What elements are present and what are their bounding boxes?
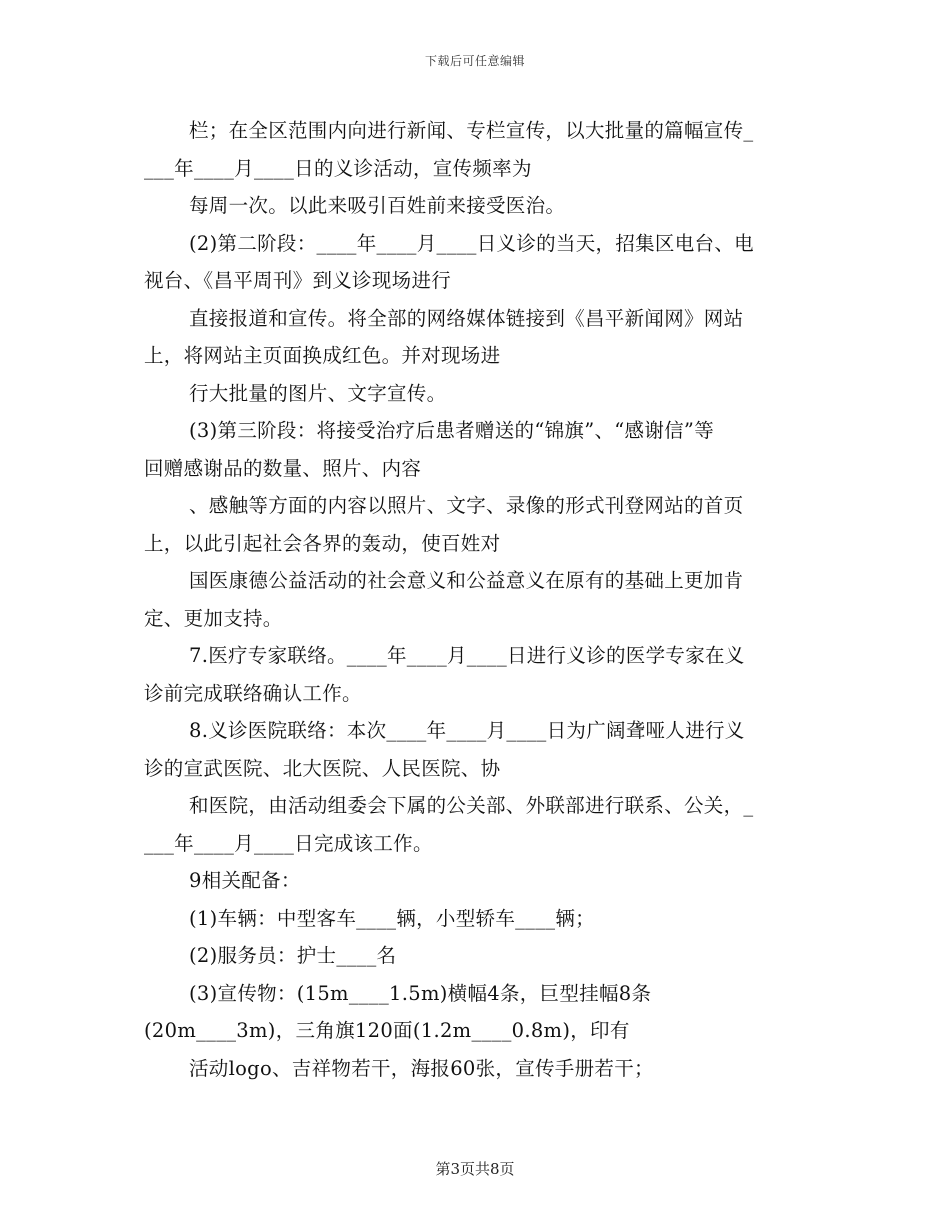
body-line: 每周一次。以此来吸引百姓前来接受医治。 bbox=[189, 194, 566, 217]
body-line: 9相关配备： bbox=[189, 869, 301, 892]
body-line: (1)车辆：中型客车____辆，小型轿车____辆； bbox=[189, 906, 595, 930]
page-number: 第3页共8页 bbox=[435, 1160, 515, 1178]
body-line: (2)服务员：护士____名 bbox=[189, 944, 397, 967]
body-line: 活动logo、吉祥物若干，海报60张，宣传手册若干； bbox=[189, 1056, 654, 1080]
body-line: 栏；在全区范围内向进行新闻、专栏宣传，以大批量的篇幅宣传_ bbox=[189, 119, 754, 142]
body-line: 行大批量的图片、文字宣传。 bbox=[189, 381, 447, 405]
body-line: (2)第二阶段：____年____月____日义诊的当天，招集区电台、电 bbox=[189, 231, 754, 255]
body-line: (3)第三阶段：将接受治疗后患者赠送的“锦旗”、“感谢信”等 bbox=[189, 419, 714, 442]
body-line: ___年____月____日的义诊活动，宣传频率为 bbox=[144, 156, 532, 180]
body-line: 7.医疗专家联络。____年____月____日进行义诊的医学专家在义 bbox=[189, 644, 745, 667]
body-line: ___年____月____日完成该工作。 bbox=[144, 831, 433, 855]
body-line: 视台、《昌平周刊》到义诊现场进行 bbox=[144, 269, 452, 292]
document-body bbox=[144, 112, 809, 1087]
body-line: 8.义诊医院联络：本次____年____月____日为广阔聋哑人进行义 bbox=[189, 719, 745, 742]
body-line: 上，以此引起社会各界的轰动，使百姓对 bbox=[144, 531, 501, 555]
body-line: 定、更加支持。 bbox=[144, 606, 283, 630]
body-line: 和医院，由活动组委会下属的公关部、外联部进行联系、公关，_ bbox=[189, 794, 754, 817]
body-line: 、感触等方面的内容以照片、文字、录像的形式刊登网站的首页 bbox=[189, 494, 744, 517]
body-line: (20m____3m)，三角旗120面(1.2m____0.8m)，印有 bbox=[144, 1019, 630, 1042]
body-line: 诊的宣武医院、北大医院、人民医院、协 bbox=[144, 756, 501, 780]
body-line: 回赠感谢品的数量、照片、内容 bbox=[144, 456, 422, 480]
body-line: 诊前完成联络确认工作。 bbox=[144, 681, 362, 705]
body-line: 直接报道和宣传。将全部的网络媒体链接到《昌平新闻网》网站 bbox=[189, 306, 744, 330]
body-line: (3)宣传物：(15m____1.5m)横幅4条，巨型挂幅8条 bbox=[189, 981, 652, 1005]
body-line: 国医康德公益活动的社会意义和公益意义在原有的基础上更加肯 bbox=[189, 569, 744, 592]
page-header: 下载后可任意编辑 bbox=[424, 54, 525, 68]
body-line: 上，将网站主页面换成红色。并对现场进 bbox=[144, 344, 501, 367]
